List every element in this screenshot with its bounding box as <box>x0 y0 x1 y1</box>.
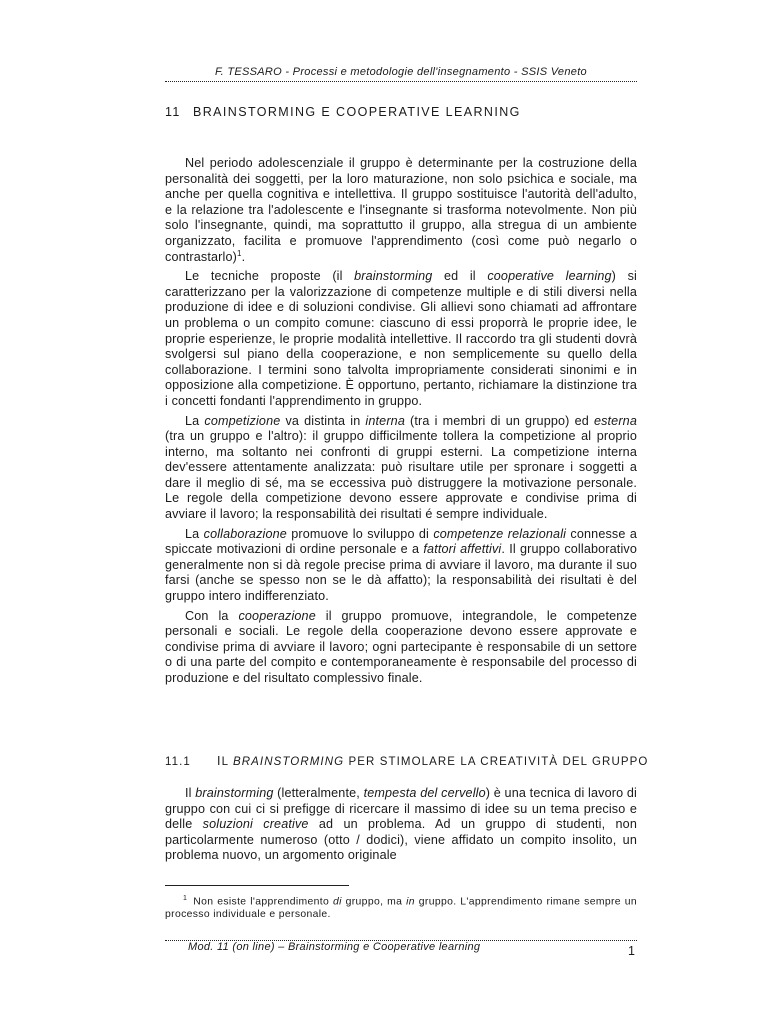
italic-term: di <box>332 896 342 908</box>
body-paragraph <box>165 609 637 687</box>
italic-term: brainstorming <box>195 786 274 800</box>
running-header: F. TESSARO - Processi e metodologie dell'insegnamento - SSIS Veneto <box>215 66 587 78</box>
subsection-title-lead: L <box>221 756 233 768</box>
italic-term: competenze relazionali <box>433 526 567 541</box>
section-title: BRAINSTORMING E COOPERATIVE LEARNING <box>193 105 521 119</box>
subsection-body <box>165 786 637 868</box>
body-paragraph <box>165 414 637 523</box>
footnote-mark: 1 <box>183 895 188 902</box>
footnote-text <box>165 896 637 920</box>
page-number: 1 <box>628 944 635 958</box>
italic-term: competizione <box>204 413 281 428</box>
subsection-title-rest: PER STIMOLARE LA CREATIVITÀ DEL GRUPPO <box>344 756 649 768</box>
section-heading <box>165 105 637 119</box>
italic-term: tempesta del cervello <box>363 786 486 800</box>
header-dotted-rule <box>165 81 637 82</box>
text-run: Le tecniche proposte (il <box>185 269 355 284</box>
text-run: (tra un gruppo e l'altro): il gruppo difficilmente tollera la competizione al proprio interno, ma soltanto nei confronti di gruppi esterni. La competizione interna dev'essere attentamente analizzata: può risultare utile per spronare i soggetti a dare il meglio di sé, ma se eccessiva può distruggere la motivazione personale. Le regole della competizione devono essere approvate e condivise prima di avviare il lavoro; la responsabilità dei risultati é sempre individuale. <box>165 429 637 522</box>
section-number: 11 <box>165 105 181 119</box>
italic-term: collaborazione <box>203 526 287 541</box>
running-footer: Mod. 11 (on line) – Brainstorming e Cooperative learning <box>188 941 481 953</box>
text-run: il gruppo promuove, integrandole, le competenze personali e sociali. Le regole della cooperazione devono essere approvate e condivise prima di avviare il lavoro; ogni partecipante è responsabile di un settore o di una parte del compito e contemporaneamente è responsabile del processo di produzione e del risultato complessivo finale. <box>165 608 638 685</box>
text-run: La <box>185 413 205 428</box>
text-run: ) è una tecnica di lavoro di gruppo con cui ci si prefigge di ricercare il massimo di idee su un tema preciso e delle <box>165 786 638 832</box>
italic-term: in <box>406 896 415 908</box>
text-run: va distinta in <box>280 413 366 428</box>
text-run: Il <box>185 786 196 800</box>
subsection-heading <box>165 754 649 768</box>
text-run: gruppo. L'apprendimento rimane sempre un processo individuale e personale. <box>165 896 637 921</box>
text-run: Nel periodo adolescenziale il gruppo è determinante per la costruzione della personalità dei soggetti, per la loro maturazione, non solo psichica e sociale, ma anche per quella cognitiva e intellettiva. Il gruppo sostituisce l'autorità dell'adulto, e la relazione tra l'adolescente e l'insegnante si trasforma notevolmente. Non più solo l'insegnante, quindi, ma soprattutto il gruppo, alla stregua di un ambiente organizzato, facilita e promuove l'apprendimento (così come può negarlo o contrastarlo) <box>165 156 637 264</box>
text-run: (letteralmente, <box>273 786 364 800</box>
subsection-number: 11.1 <box>165 756 191 768</box>
text-run: ad un problema. Ad un gruppo di studenti, non particolarmente numeroso (otto / dodici), viene affidato un compito insolito, un problema nuovo, un argomento originale <box>165 817 637 863</box>
section-body <box>165 156 637 691</box>
body-paragraph <box>165 269 637 409</box>
text-run: ) si caratterizzano per la valorizzazione di competenze multiple e di stili diversi nella produzione di idee e di soluzioni condivise. Gli allievi sono chiamati ad affrontare un problema o un compito comune: ciascuno di essi proporrà le proprie idee, le proprie esperienze, le proprie modalità intellettive. Il raccordo tra gli studenti dovrà svolgersi sul piano della cooperazione, e non semplicemente su quello della collaborazione. I termini sono talvolta impropriamente considerati sinonimi e in opposizione alla competizione. È opportuno, pertanto, richiamare la distinzione tra i concetti fondanti l'apprendimento in gruppo. <box>165 269 637 408</box>
footnote-reference: 1 <box>236 248 242 258</box>
footnote <box>165 892 637 921</box>
body-paragraph <box>165 156 637 265</box>
text-run: promuove lo sviluppo di <box>286 526 434 541</box>
italic-term: brainstorming <box>354 269 433 284</box>
text-run: Non esiste l'apprendimento <box>193 896 333 908</box>
italic-term: cooperazione <box>238 608 316 623</box>
text-run: . Il gruppo collaborativo generalmente non si dà regole precise prima di avviare il lavoro, ma durante il suo farsi (anche se spesso non se le dà affatto); la responsabilità dei risultati è del gruppo intero indifferenziato. <box>165 542 637 604</box>
body-paragraph <box>165 527 637 605</box>
italic-term: interna <box>365 413 405 428</box>
text-run: connesse a spiccate motivazioni di ordine personale e a <box>165 526 637 557</box>
italic-term: fattori affettivi <box>423 542 502 557</box>
text-run: ed il <box>432 269 488 284</box>
text-run: Con la <box>185 608 239 623</box>
text-run: La <box>185 526 204 541</box>
subsection-title-initial: I <box>217 754 222 768</box>
text-run: (tra i membri di un gruppo) ed <box>404 413 594 428</box>
italic-term: esterna <box>593 413 637 428</box>
subsection-title-italic: BRAINSTORMING <box>232 756 345 768</box>
text-run: . <box>241 249 246 264</box>
italic-term: cooperative learning <box>487 269 612 284</box>
footnote-rule <box>165 885 349 886</box>
italic-term: soluzioni creative <box>202 817 309 832</box>
body-paragraph <box>165 786 637 864</box>
text-run: gruppo, ma <box>341 896 407 908</box>
